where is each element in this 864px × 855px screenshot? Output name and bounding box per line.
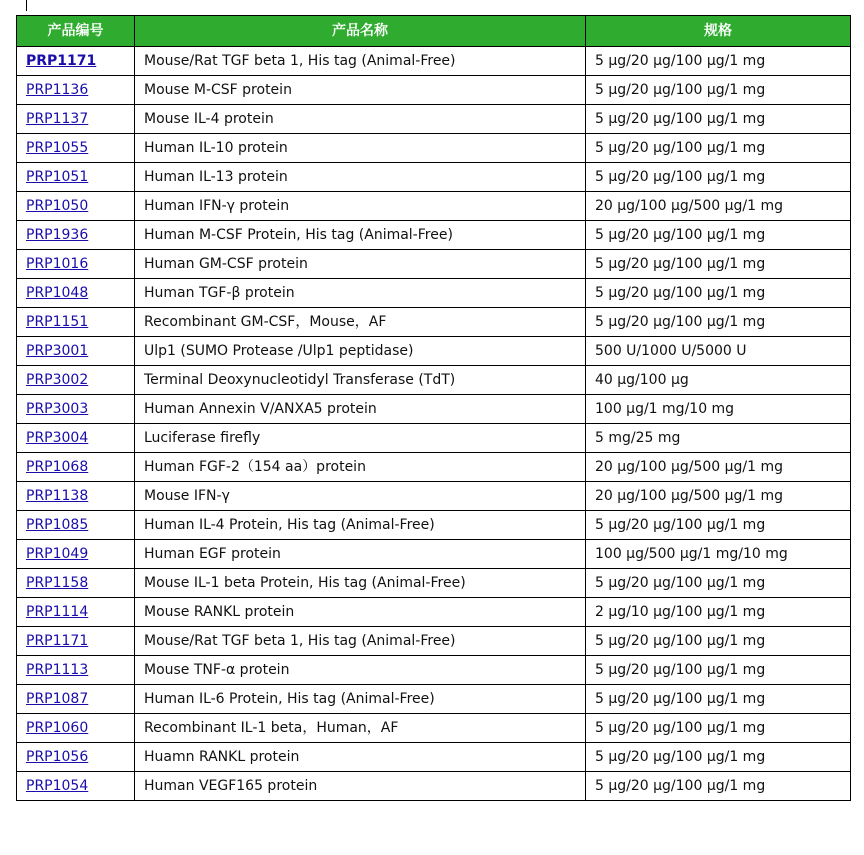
product-code-cell xyxy=(17,163,135,192)
product-code-link[interactable]: PRP1016 xyxy=(26,256,89,272)
product-spec-cell: 5 μg/20 μg/100 μg/1 mg xyxy=(586,47,851,76)
table-row xyxy=(17,250,851,279)
product-code-cell xyxy=(17,598,135,627)
table-row xyxy=(17,511,851,540)
product-code-cell xyxy=(17,105,135,134)
product-code-cell xyxy=(17,221,135,250)
product-name-cell: Mouse IL-1 beta Protein, His tag (Animal-Free) xyxy=(135,569,586,598)
product-name-cell: Human IL-13 protein xyxy=(135,163,586,192)
product-name-cell: Mouse IFN-γ xyxy=(135,482,586,511)
product-code-link[interactable]: PRP1936 xyxy=(26,227,89,243)
table-row xyxy=(17,105,851,134)
product-code-link[interactable]: PRP1171 xyxy=(26,633,89,649)
product-code-link[interactable]: PRP1050 xyxy=(26,198,89,214)
table-row xyxy=(17,714,851,743)
product-spec-cell: 5 μg/20 μg/100 μg/1 mg xyxy=(586,569,851,598)
table-row xyxy=(17,163,851,192)
product-spec-cell: 5 μg/20 μg/100 μg/1 mg xyxy=(586,279,851,308)
table-row xyxy=(17,656,851,685)
product-code-cell xyxy=(17,279,135,308)
product-spec-cell: 20 μg/100 μg/500 μg/1 mg xyxy=(586,453,851,482)
product-name-cell: Human GM-CSF protein xyxy=(135,250,586,279)
product-code-cell xyxy=(17,134,135,163)
product-table xyxy=(16,15,851,801)
product-spec-cell: 5 μg/20 μg/100 μg/1 mg xyxy=(586,627,851,656)
product-code-cell xyxy=(17,76,135,105)
table-row xyxy=(17,308,851,337)
table-row xyxy=(17,772,851,801)
product-code-cell xyxy=(17,250,135,279)
product-name-cell: Human Annexin V/ANXA5 protein xyxy=(135,395,586,424)
product-code-link[interactable]: PRP1049 xyxy=(26,546,89,562)
product-spec-cell: 5 μg/20 μg/100 μg/1 mg xyxy=(586,221,851,250)
table-row xyxy=(17,598,851,627)
header-product-name: 产品名称 xyxy=(135,16,586,47)
product-spec-cell: 20 μg/100 μg/500 μg/1 mg xyxy=(586,482,851,511)
product-name-cell: Human IL-4 Protein, His tag (Animal-Free) xyxy=(135,511,586,540)
product-code-link[interactable]: PRP1136 xyxy=(26,82,89,98)
product-name-cell: Mouse/Rat TGF beta 1, His tag (Animal-Free) xyxy=(135,47,586,76)
product-spec-cell: 100 μg/500 μg/1 mg/10 mg xyxy=(586,540,851,569)
product-spec-cell: 20 μg/100 μg/500 μg/1 mg xyxy=(586,192,851,221)
table-row xyxy=(17,221,851,250)
product-code-link[interactable]: PRP1114 xyxy=(26,604,89,620)
product-spec-cell: 5 μg/20 μg/100 μg/1 mg xyxy=(586,76,851,105)
product-code-link[interactable]: PRP1087 xyxy=(26,691,89,707)
product-code-cell xyxy=(17,47,135,76)
table-row xyxy=(17,569,851,598)
product-code-cell xyxy=(17,627,135,656)
table-row xyxy=(17,743,851,772)
product-code-cell xyxy=(17,569,135,598)
product-spec-cell: 5 μg/20 μg/100 μg/1 mg xyxy=(586,772,851,801)
table-row xyxy=(17,453,851,482)
product-spec-cell: 500 U/1000 U/5000 U xyxy=(586,337,851,366)
table-body xyxy=(17,47,851,801)
product-code-cell xyxy=(17,308,135,337)
product-name-cell: Human M-CSF Protein, His tag (Animal-Free) xyxy=(135,221,586,250)
product-spec-cell: 5 μg/20 μg/100 μg/1 mg xyxy=(586,714,851,743)
product-code-link[interactable]: PRP1151 xyxy=(26,314,89,330)
header-specification: 规格 xyxy=(586,16,851,47)
table-row xyxy=(17,482,851,511)
header-product-code: 产品编号 xyxy=(17,16,135,47)
table-row xyxy=(17,192,851,221)
product-spec-cell: 5 mg/25 mg xyxy=(586,424,851,453)
product-name-cell: Human TGF-β protein xyxy=(135,279,586,308)
header-row xyxy=(17,16,851,47)
product-spec-cell: 5 μg/20 μg/100 μg/1 mg xyxy=(586,250,851,279)
table-row xyxy=(17,627,851,656)
table-row xyxy=(17,395,851,424)
product-code-link[interactable]: PRP1048 xyxy=(26,285,89,301)
product-name-cell: Mouse RANKL protein xyxy=(135,598,586,627)
text-cursor xyxy=(26,0,27,11)
product-code-link[interactable]: PRP3003 xyxy=(26,401,89,417)
product-spec-cell: 2 μg/10 μg/100 μg/1 mg xyxy=(586,598,851,627)
product-name-cell: Mouse TNF-α protein xyxy=(135,656,586,685)
product-code-link[interactable]: PRP1137 xyxy=(26,111,89,127)
product-code-link[interactable]: PRP1051 xyxy=(26,169,89,185)
product-code-link[interactable]: PRP1068 xyxy=(26,459,89,475)
product-spec-cell: 5 μg/20 μg/100 μg/1 mg xyxy=(586,743,851,772)
product-spec-cell: 5 μg/20 μg/100 μg/1 mg xyxy=(586,511,851,540)
product-spec-cell: 5 μg/20 μg/100 μg/1 mg xyxy=(586,105,851,134)
product-code-cell xyxy=(17,192,135,221)
product-code-cell xyxy=(17,424,135,453)
product-code-cell xyxy=(17,772,135,801)
product-code-cell xyxy=(17,453,135,482)
product-spec-cell: 40 μg/100 μg xyxy=(586,366,851,395)
product-name-cell: Human IL-6 Protein, His tag (Animal-Free) xyxy=(135,685,586,714)
product-code-link[interactable]: PRP1171 xyxy=(26,53,97,69)
product-name-cell: Recombinant IL-1 beta，Human，AF xyxy=(135,714,586,743)
product-name-cell: Terminal Deoxynucleotidyl Transferase (TdT) xyxy=(135,366,586,395)
product-code-link[interactable]: PRP1138 xyxy=(26,488,89,504)
product-name-cell: Mouse/Rat TGF beta 1, His tag (Animal-Free) xyxy=(135,627,586,656)
table-header xyxy=(17,16,851,47)
table-row xyxy=(17,134,851,163)
product-spec-cell: 5 μg/20 μg/100 μg/1 mg xyxy=(586,308,851,337)
table-row xyxy=(17,366,851,395)
product-name-cell: Mouse M-CSF protein xyxy=(135,76,586,105)
product-spec-cell: 5 μg/20 μg/100 μg/1 mg xyxy=(586,134,851,163)
table-row xyxy=(17,685,851,714)
table-row xyxy=(17,279,851,308)
table-row xyxy=(17,424,851,453)
table-row xyxy=(17,540,851,569)
product-name-cell: Recombinant GM-CSF，Mouse，AF xyxy=(135,308,586,337)
product-name-cell: Human EGF protein xyxy=(135,540,586,569)
product-code-cell xyxy=(17,540,135,569)
table-row xyxy=(17,76,851,105)
product-code-cell xyxy=(17,656,135,685)
product-name-cell: Ulp1 (SUMO Protease /Ulp1 peptidase) xyxy=(135,337,586,366)
product-code-link[interactable]: PRP1056 xyxy=(26,749,89,765)
table-row xyxy=(17,337,851,366)
product-code-cell xyxy=(17,337,135,366)
product-name-cell: Human VEGF165 protein xyxy=(135,772,586,801)
product-code-link[interactable]: PRP1060 xyxy=(26,720,89,736)
product-code-cell xyxy=(17,395,135,424)
product-spec-cell: 5 μg/20 μg/100 μg/1 mg xyxy=(586,656,851,685)
product-code-link[interactable]: PRP1055 xyxy=(26,140,89,156)
product-name-cell: Human IFN-γ protein xyxy=(135,192,586,221)
product-spec-cell: 5 μg/20 μg/100 μg/1 mg xyxy=(586,163,851,192)
product-code-link[interactable]: PRP1113 xyxy=(26,662,89,678)
product-code-link[interactable]: PRP3001 xyxy=(26,343,89,359)
table-row xyxy=(17,47,851,76)
product-spec-cell: 5 μg/20 μg/100 μg/1 mg xyxy=(586,685,851,714)
product-code-cell xyxy=(17,714,135,743)
product-code-link[interactable]: PRP1085 xyxy=(26,517,89,533)
product-code-link[interactable]: PRP3002 xyxy=(26,372,89,388)
product-code-cell xyxy=(17,743,135,772)
product-code-cell xyxy=(17,511,135,540)
product-code-cell xyxy=(17,685,135,714)
product-name-cell: Human IL-10 protein xyxy=(135,134,586,163)
product-code-link[interactable]: PRP3004 xyxy=(26,430,89,446)
product-name-cell: Huamn RANKL protein xyxy=(135,743,586,772)
product-code-link[interactable]: PRP1158 xyxy=(26,575,89,591)
product-spec-cell: 100 μg/1 mg/10 mg xyxy=(586,395,851,424)
product-code-cell xyxy=(17,366,135,395)
product-name-cell: Human FGF-2（154 aa）protein xyxy=(135,453,586,482)
product-name-cell: Mouse IL-4 protein xyxy=(135,105,586,134)
product-name-cell: Luciferase firefly xyxy=(135,424,586,453)
product-code-cell xyxy=(17,482,135,511)
product-code-link[interactable]: PRP1054 xyxy=(26,778,89,794)
